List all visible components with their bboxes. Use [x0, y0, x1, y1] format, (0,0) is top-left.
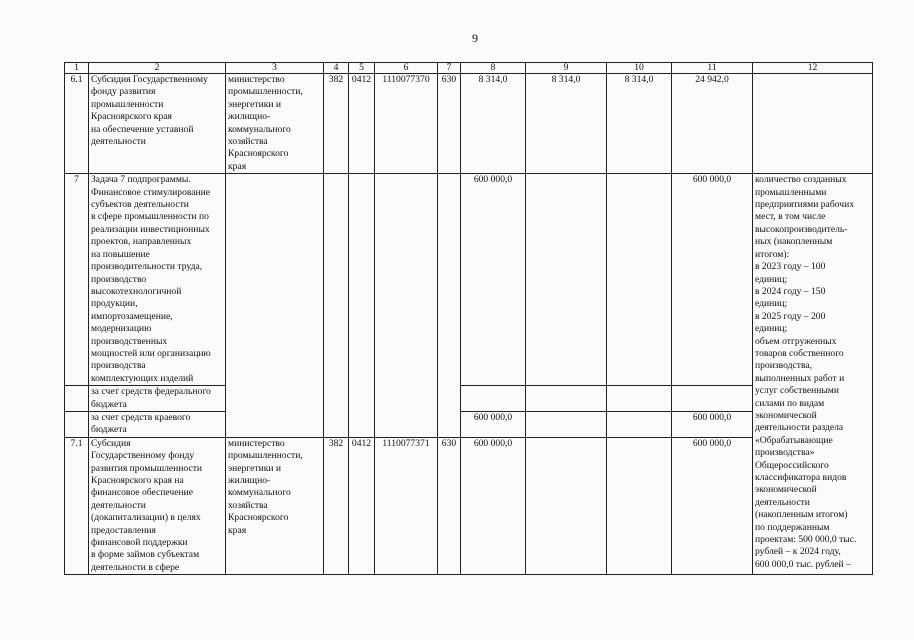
table-row-7: [65, 174, 873, 386]
expected-result: [753, 74, 873, 174]
row-number-empty: [65, 411, 89, 437]
csr-empty: [375, 174, 438, 438]
table-row-federal: [65, 386, 873, 412]
executor-empty: [226, 174, 324, 438]
amount-2025: [607, 386, 672, 412]
grbs-empty: [324, 174, 349, 438]
amount-total: 24 942,0: [672, 74, 753, 174]
amount-2023: [461, 386, 526, 412]
vr-code: 630: [438, 74, 461, 174]
col-header-2: 2: [89, 63, 226, 74]
amount-2023: 600 000,0: [461, 437, 526, 574]
col-header-5: 5: [349, 63, 375, 74]
col-header-8: 8: [461, 63, 526, 74]
vr-empty: [438, 174, 461, 438]
amount-2023: 600 000,0: [461, 411, 526, 437]
col-header-11: 11: [672, 63, 753, 74]
amount-2025: [607, 174, 672, 386]
col-header-6: 6: [375, 63, 438, 74]
amount-2024: [526, 386, 607, 412]
expected-result: количество созданных промышленными предприятиями рабочих мест, в том числе высокопроизводитель- ных (накопленным итогом): в 2023 году – 100 единиц; в 2024 году – 150 единиц; в 2025 году – 200 единиц; объем отгруженных товаров собственного производства, выполненных работ и услуг собственными силами по видам экономической деятельности раздела «Обрабатывающие производства» Общероссийского классификатора видов экономической деятельности (накопленным итогом) по поддержанным проектам: 500 000,0 тыс. рублей – к 2024 году, 600 000,0 тыс. рублей –: [753, 174, 873, 575]
csr-code: 1110077371: [375, 437, 438, 574]
table-row-6-1: [65, 74, 873, 174]
amount-total: 600 000,0: [672, 174, 753, 386]
csr-code: 1110077370: [375, 74, 438, 174]
amount-total: [672, 386, 753, 412]
rzpr-empty: [349, 174, 375, 438]
source-federal: за счет средств федерального бюджета: [89, 386, 226, 412]
column-number-header: [65, 63, 873, 74]
amount-2023: 8 314,0: [461, 74, 526, 174]
amount-2023: 600 000,0: [461, 174, 526, 386]
executor-name: министерство промышленности, энергетики и жилищно- коммунального хозяйства Красноярского края: [226, 74, 324, 174]
measure-name: Субсидия Государственному фонду развития промышленности Красноярского края на обеспечение уставной деятельности: [89, 74, 226, 174]
grbs-code: 382: [324, 437, 349, 574]
col-header-9: 9: [526, 63, 607, 74]
amount-total: 600 000,0: [672, 411, 753, 437]
row-number-empty: [65, 386, 89, 412]
measure-name: Субсидия Государственному фонду развития промышленности Красноярского края на финансовое обеспечение деятельности (докапитализации) в целях предоставления финансовой поддержки в форме займов субъектам деятельности в сфере: [89, 437, 226, 574]
row-number: 7: [65, 174, 89, 386]
amount-total: 600 000,0: [672, 437, 753, 574]
amount-2025: [607, 411, 672, 437]
col-header-1: 1: [65, 63, 89, 74]
amount-2024: [526, 174, 607, 386]
amount-2024: [526, 437, 607, 574]
vr-code: 630: [438, 437, 461, 574]
amount-2024: 8 314,0: [526, 74, 607, 174]
grbs-code: 382: [324, 74, 349, 174]
rzpr-code: 0412: [349, 437, 375, 574]
col-header-4: 4: [324, 63, 349, 74]
row-number: 6.1: [65, 74, 89, 174]
executor-name: министерство промышленности, энергетики и жилищно- коммунального хозяйства Красноярского края: [226, 437, 324, 574]
table-row-7-1: [65, 437, 873, 574]
task-name: Задача 7 подпрограммы. Финансовое стимулирование субъектов деятельности в сфере промышленности по реализации инвестиционных проектов, направленных на повышение производительности труда, производство высокотехнологичной продукции, импортозамещение, модернизацию производственных мощностей или организацию производства комплектующих изделий: [89, 174, 226, 386]
row-number: 7.1: [65, 437, 89, 574]
col-header-12: 12: [753, 63, 873, 74]
col-header-3: 3: [226, 63, 324, 74]
amount-2025: 8 314,0: [607, 74, 672, 174]
amount-2025: [607, 437, 672, 574]
table-row-regional: [65, 411, 873, 437]
program-table: [64, 62, 873, 575]
amount-2024: [526, 411, 607, 437]
source-regional: за счет средств краевого бюджета: [89, 411, 226, 437]
col-header-10: 10: [607, 63, 672, 74]
rzpr-code: 0412: [349, 74, 375, 174]
col-header-7: 7: [438, 63, 461, 74]
page-number: 9: [472, 31, 478, 45]
